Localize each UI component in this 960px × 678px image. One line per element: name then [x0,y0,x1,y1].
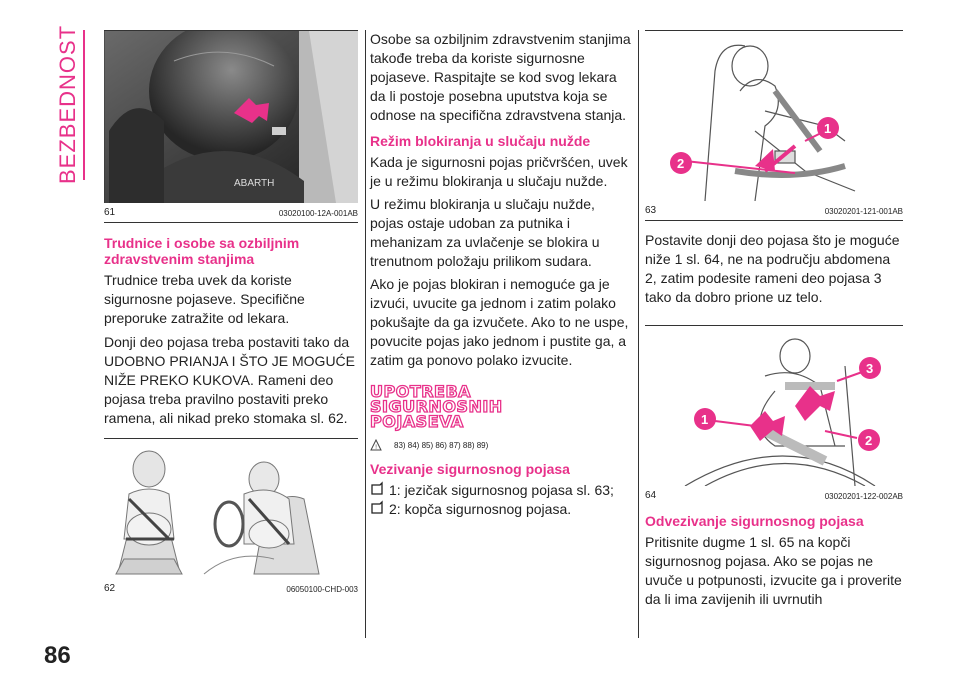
svg-text:!: ! [375,445,377,451]
paragraph: Trudnice treba uvek da koriste sigurnosne pojaseve. Specifične preporuke zatražite od lekara. [104,272,305,326]
figure-number: 62 [104,583,116,594]
pregnant-seated-illustration [104,439,358,579]
figure-caption [645,201,903,216]
list-item: 1: jezičak sigurnosnog pojasa sl. 63; [370,481,632,500]
seatbelt-fastening-illustration [645,31,903,201]
figure-caption [104,203,358,218]
section-title: BEZBEDNOST [55,24,80,184]
section-heading-seatbelt-use: UPOTREBA SIGURNOSNIH POJASEVA [370,382,503,431]
warning-references: ! 83) 84) 85) 86) 87) 88) 89) [370,439,632,451]
column-3 [645,30,903,609]
section-rule [83,30,85,180]
column-1 [104,30,358,594]
list-item: 2: kopča sigurnosnog pojasa. [370,500,632,519]
column-divider [365,30,366,638]
figure-64 [645,325,903,501]
column-divider [638,30,639,638]
paragraph: Osobe sa ozbiljnim zdravstvenim stanjima takođe treba da koriste sigurnosne pojaseve. Raspitajte se kod svog lekara da li postoje posebna uputstva koja se odnose na specifična zdravstvena stanja. [370,31,631,123]
paragraph: Postavite donji deo pojasa što je moguće niže 1 sl. 64, ne na području abdomena 2, zatim podesite rameni deo pojasa 3 tako da dobro prione uz telo. [645,232,900,305]
warning-triangle-icon [370,439,390,451]
figure-code: 06050100-CHD-003 [286,585,358,594]
figure-62 [104,438,358,594]
column-2 [370,30,632,519]
svg-text:1: 1 [701,412,709,427]
svg-text:3: 3 [866,361,874,376]
page-number: 86 [44,642,71,669]
svg-text:2: 2 [865,433,873,448]
figure-code: 03020201-122-002AB [824,492,903,501]
seat-belt-photo [104,31,358,203]
heading-pregnant: Trudnice i osobe sa ozbiljnim zdravstvenim stanjima [104,235,300,267]
heading-emergency-lock: Režim blokiranja u slučaju nužde [370,133,591,149]
figure-number: 63 [645,205,657,216]
figure-caption [104,579,358,594]
fastening-illustration [645,31,903,201]
figure-number: 64 [645,490,657,501]
paragraph: Ako je pojas blokiran i nemoguće ga je izvući, uvucite ga jednom i zatim polako pokušajte da ga izvučete. Ako to ne uspe, povucite pojas jako jednom i pustite ga, a zatim ga ponovo polako izvucite. [370,276,629,368]
figure-code: 03020100-12A-001AB [278,209,358,218]
badge-text: ABARTH [234,178,275,189]
checkbox-icon [370,500,384,516]
figure-number: 61 [104,207,116,218]
paragraph: Donji deo pojasa treba postaviti tako da UDOBNO PRIANJA I ŠTO JE MOGUĆE NIŽE PREKO KUKOVA. Rameni deo pojasa treba pravilno postaviti preko ramena, ali nikad preko stomaka sl. 62. [104,334,356,426]
figure-61 [104,30,358,223]
paragraph: Kada je sigurnosni pojas pričvršćen, uvek je u režimu blokiranja u slučaju nužde. [370,154,628,189]
headrest-illustration [104,31,358,203]
figure-63 [645,30,903,221]
pregnant-belt-illustration [645,326,903,486]
figure-caption [645,486,903,501]
belt-positioning-illustration [645,326,903,486]
svg-text:1: 1 [824,121,832,136]
svg-text:2: 2 [677,156,685,171]
checkbox-icon [370,481,384,497]
paragraph: Pritisnite dugme 1 sl. 65 na kopči sigurnosnog pojasa. Ako se pojas ne uvuče u potpunosti, izvucite ga i proverite da li ima zavijenih ili uvrnutih [645,534,902,607]
heading-unfastening: Odvezivanje sigurnosnog pojasa [645,513,864,529]
paragraph: U režimu blokiranja u slučaju nužde, pojas ostaje udoban za putnika i mehanizam za uvlačenje se blokira u trenutnom položaju prilikom sudara. [370,196,600,269]
heading-fastening: Vezivanje sigurnosnog pojasa [370,461,570,477]
pregnant-woman-illustration [104,439,358,579]
figure-code: 03020201-121-001AB [824,207,903,216]
